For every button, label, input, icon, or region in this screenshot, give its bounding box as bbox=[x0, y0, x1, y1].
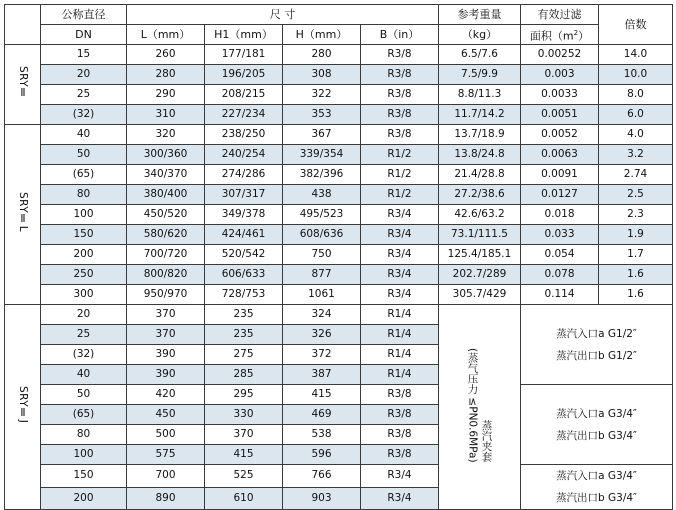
steam-outlet: 蒸汽出口b G1/2″ bbox=[556, 349, 637, 362]
cell-weight: 73.1/111.5 bbox=[439, 225, 521, 245]
cell-l: 700/720 bbox=[127, 245, 205, 265]
cell-ratio: 6.0 bbox=[599, 105, 673, 125]
header-dn-top: 公称直径 bbox=[41, 5, 127, 25]
header-area-top: 有效过滤 bbox=[521, 5, 599, 25]
cell-l: 500 bbox=[127, 425, 205, 445]
cell-h: 438 bbox=[283, 185, 361, 205]
cell-ratio: 1.6 bbox=[599, 285, 673, 305]
cell-ratio: 10.0 bbox=[599, 65, 673, 85]
cell-h: 596 bbox=[283, 445, 361, 465]
cell-h1: 240/254 bbox=[205, 145, 283, 165]
cell-dn: 25 bbox=[41, 325, 127, 345]
cell-h: 326 bbox=[283, 325, 361, 345]
cell-b: R3/8 bbox=[361, 125, 439, 145]
header-weight-bottom: （kg） bbox=[439, 25, 521, 45]
cell-h: 877 bbox=[283, 265, 361, 285]
cell-l: 300/360 bbox=[127, 145, 205, 165]
cell-b: R1/4 bbox=[361, 305, 439, 325]
cell-h1: 274/286 bbox=[205, 165, 283, 185]
cell-b: R3/8 bbox=[361, 445, 439, 465]
cell-b: R1/2 bbox=[361, 165, 439, 185]
cell-weight: 125.4/185.1 bbox=[439, 245, 521, 265]
cell-weight: 11.7/14.2 bbox=[439, 105, 521, 125]
cell-h1: 610 bbox=[205, 487, 283, 510]
cell-dn: 200 bbox=[41, 487, 127, 510]
cell-dn: 300 bbox=[41, 285, 127, 305]
steam-ports-p1 bbox=[521, 305, 673, 385]
header-dimensions: 尺 寸 bbox=[127, 5, 439, 25]
header-ratio: 倍数 bbox=[599, 5, 673, 45]
cell-h: 353 bbox=[283, 105, 361, 125]
header-row-1 bbox=[5, 5, 673, 25]
cell-l: 890 bbox=[127, 487, 205, 510]
jacket-line1: 蒸汽夹套 bbox=[480, 420, 493, 463]
cell-l: 320 bbox=[127, 125, 205, 145]
cell-dn: 150 bbox=[41, 225, 127, 245]
cell-dn: 150 bbox=[41, 465, 127, 488]
cell-b: R3/8 bbox=[361, 45, 439, 65]
cell-h: 339/354 bbox=[283, 145, 361, 165]
cell-h: 766 bbox=[283, 465, 361, 488]
cell-ratio: 4.0 bbox=[599, 125, 673, 145]
cell-dn: 80 bbox=[41, 425, 127, 445]
table-row bbox=[5, 145, 673, 165]
cell-h1: 196/205 bbox=[205, 65, 283, 85]
table-row bbox=[5, 205, 673, 225]
cell-l: 340/370 bbox=[127, 165, 205, 185]
table-row bbox=[5, 105, 673, 125]
jacket-cell bbox=[439, 305, 521, 510]
cell-l: 950/970 bbox=[127, 285, 205, 305]
steam-inlet: 蒸汽入口a G3/4″ bbox=[556, 470, 637, 482]
table-row bbox=[5, 385, 673, 405]
cell-l: 420 bbox=[127, 385, 205, 405]
steam-ports-p2 bbox=[521, 385, 673, 465]
cell-dn: 100 bbox=[41, 445, 127, 465]
cell-h1: 370 bbox=[205, 425, 283, 445]
cell-h: 495/523 bbox=[283, 205, 361, 225]
table-row bbox=[5, 85, 673, 105]
cell-dn: 40 bbox=[41, 125, 127, 145]
cell-area: 0.018 bbox=[521, 205, 599, 225]
cell-h: 324 bbox=[283, 305, 361, 325]
cell-l: 370 bbox=[127, 305, 205, 325]
cell-b: R3/4 bbox=[361, 487, 439, 510]
table-row bbox=[5, 305, 673, 325]
cell-weight: 202.7/289 bbox=[439, 265, 521, 285]
cell-h1: 307/317 bbox=[205, 185, 283, 205]
cell-dn: 20 bbox=[41, 305, 127, 325]
table-row bbox=[5, 185, 673, 205]
cell-h1: 235 bbox=[205, 325, 283, 345]
steam-outlet: 蒸汽出口b G3/4″ bbox=[556, 429, 637, 442]
cell-h1: 330 bbox=[205, 405, 283, 425]
cell-l: 390 bbox=[127, 365, 205, 385]
cell-h1: 520/542 bbox=[205, 245, 283, 265]
steam-outlet: 蒸汽出口b G3/4″ bbox=[556, 492, 637, 504]
cell-area: 0.00252 bbox=[521, 45, 599, 65]
cell-ratio: 2.74 bbox=[599, 165, 673, 185]
header-h: H（mm） bbox=[283, 25, 361, 45]
header-b: B（in） bbox=[361, 25, 439, 45]
header-dn-bottom: DN bbox=[41, 25, 127, 45]
cell-ratio: 1.9 bbox=[599, 225, 673, 245]
cell-b: R3/8 bbox=[361, 105, 439, 125]
table-row bbox=[5, 45, 673, 65]
cell-weight: 13.8/24.8 bbox=[439, 145, 521, 165]
cell-h1: 227/234 bbox=[205, 105, 283, 125]
cell-h1: 606/633 bbox=[205, 265, 283, 285]
header-blank bbox=[5, 5, 41, 45]
cell-dn: (32) bbox=[41, 345, 127, 365]
cell-b: R1/4 bbox=[361, 325, 439, 345]
cell-l: 370 bbox=[127, 325, 205, 345]
cell-area: 0.033 bbox=[521, 225, 599, 245]
cell-b: R3/8 bbox=[361, 85, 439, 105]
table-row bbox=[5, 125, 673, 145]
cell-dn: 40 bbox=[41, 365, 127, 385]
cell-weight: 21.4/28.8 bbox=[439, 165, 521, 185]
cell-dn: (65) bbox=[41, 405, 127, 425]
area-prefix: 面积（m bbox=[529, 29, 574, 43]
cell-l: 290 bbox=[127, 85, 205, 105]
cell-h: 469 bbox=[283, 405, 361, 425]
cell-area: 0.0033 bbox=[521, 85, 599, 105]
cell-l: 700 bbox=[127, 465, 205, 488]
cell-b: R3/8 bbox=[361, 405, 439, 425]
cell-b: R3/4 bbox=[361, 465, 439, 488]
steam-inlet: 蒸汽入口a G3/4″ bbox=[556, 407, 637, 420]
steam-ports-p3 bbox=[521, 465, 673, 510]
cell-ratio: 1.7 bbox=[599, 245, 673, 265]
cell-h: 308 bbox=[283, 65, 361, 85]
table-row bbox=[5, 165, 673, 185]
model-g2 bbox=[5, 125, 41, 305]
cell-h1: 728/753 bbox=[205, 285, 283, 305]
cell-weight: 305.7/429 bbox=[439, 285, 521, 305]
cell-h: 372 bbox=[283, 345, 361, 365]
cell-b: R1/2 bbox=[361, 185, 439, 205]
cell-b: R1/2 bbox=[361, 145, 439, 165]
cell-h: 608/636 bbox=[283, 225, 361, 245]
table-row bbox=[5, 65, 673, 85]
cell-l: 450/520 bbox=[127, 205, 205, 225]
cell-h1: 295 bbox=[205, 385, 283, 405]
cell-h1: 208/215 bbox=[205, 85, 283, 105]
cell-weight: 42.6/63.2 bbox=[439, 205, 521, 225]
cell-b: R1/4 bbox=[361, 365, 439, 385]
cell-area: 0.003 bbox=[521, 65, 599, 85]
cell-b: R3/8 bbox=[361, 385, 439, 405]
cell-weight: 13.7/18.9 bbox=[439, 125, 521, 145]
cell-h1: 177/181 bbox=[205, 45, 283, 65]
jacket-line2: (蒸气压力 ≤PN0.6MPa) bbox=[466, 347, 479, 463]
spec-table bbox=[4, 4, 673, 510]
header-h1: H1（mm） bbox=[205, 25, 283, 45]
header-l: L（mm） bbox=[127, 25, 205, 45]
cell-dn: 20 bbox=[41, 65, 127, 85]
area-suffix: ） bbox=[578, 29, 590, 43]
cell-dn: 250 bbox=[41, 265, 127, 285]
cell-l: 450 bbox=[127, 405, 205, 425]
cell-weight: 27.2/38.6 bbox=[439, 185, 521, 205]
model-g3 bbox=[5, 305, 41, 510]
cell-dn: 50 bbox=[41, 385, 127, 405]
cell-h: 538 bbox=[283, 425, 361, 445]
cell-area: 0.0052 bbox=[521, 125, 599, 145]
cell-b: R3/4 bbox=[361, 245, 439, 265]
cell-area: 0.0127 bbox=[521, 185, 599, 205]
cell-l: 310 bbox=[127, 105, 205, 125]
cell-ratio: 14.0 bbox=[599, 45, 673, 65]
cell-b: R3/8 bbox=[361, 425, 439, 445]
cell-area: 0.0091 bbox=[521, 165, 599, 185]
cell-area: 0.054 bbox=[521, 245, 599, 265]
cell-weight: 6.5/7.6 bbox=[439, 45, 521, 65]
cell-l: 800/820 bbox=[127, 265, 205, 285]
cell-ratio: 8.0 bbox=[599, 85, 673, 105]
table-row bbox=[5, 245, 673, 265]
cell-h1: 525 bbox=[205, 465, 283, 488]
cell-dn: 200 bbox=[41, 245, 127, 265]
cell-ratio: 2.5 bbox=[599, 185, 673, 205]
cell-dn: 15 bbox=[41, 45, 127, 65]
cell-dn: 25 bbox=[41, 85, 127, 105]
cell-h: 322 bbox=[283, 85, 361, 105]
cell-l: 380/400 bbox=[127, 185, 205, 205]
cell-h1: 275 bbox=[205, 345, 283, 365]
header-area-bottom bbox=[521, 25, 599, 45]
header-row-2 bbox=[5, 25, 673, 45]
cell-h: 382/396 bbox=[283, 165, 361, 185]
table-row bbox=[5, 225, 673, 245]
cell-b: R1/4 bbox=[361, 345, 439, 365]
cell-h1: 235 bbox=[205, 305, 283, 325]
cell-ratio: 3.2 bbox=[599, 145, 673, 165]
model-g1 bbox=[5, 45, 41, 125]
cell-l: 280 bbox=[127, 65, 205, 85]
cell-h: 367 bbox=[283, 125, 361, 145]
model-g2-label: SRYⅡL bbox=[17, 192, 29, 233]
cell-h1: 424/461 bbox=[205, 225, 283, 245]
table-row bbox=[5, 465, 673, 488]
cell-h1: 285 bbox=[205, 365, 283, 385]
cell-ratio: 2.3 bbox=[599, 205, 673, 225]
area-superscript: 2 bbox=[573, 28, 579, 37]
cell-h1: 349/378 bbox=[205, 205, 283, 225]
cell-h: 415 bbox=[283, 385, 361, 405]
cell-h1: 238/250 bbox=[205, 125, 283, 145]
cell-ratio: 1.6 bbox=[599, 265, 673, 285]
cell-h: 387 bbox=[283, 365, 361, 385]
cell-l: 580/620 bbox=[127, 225, 205, 245]
cell-dn: 100 bbox=[41, 205, 127, 225]
header-weight-top: 参考重量 bbox=[439, 5, 521, 25]
cell-area: 0.0063 bbox=[521, 145, 599, 165]
cell-area: 0.114 bbox=[521, 285, 599, 305]
cell-dn: (65) bbox=[41, 165, 127, 185]
model-g3-label: SRYⅡJ bbox=[17, 386, 29, 424]
cell-dn: (32) bbox=[41, 105, 127, 125]
model-g1-label: SRYⅡ bbox=[17, 65, 29, 100]
cell-l: 390 bbox=[127, 345, 205, 365]
cell-b: R3/4 bbox=[361, 225, 439, 245]
cell-weight: 8.8/11.3 bbox=[439, 85, 521, 105]
cell-h: 903 bbox=[283, 487, 361, 510]
cell-weight: 7.5/9.9 bbox=[439, 65, 521, 85]
cell-b: R3/4 bbox=[361, 205, 439, 225]
cell-l: 260 bbox=[127, 45, 205, 65]
cell-h: 280 bbox=[283, 45, 361, 65]
steam-inlet: 蒸汽入口a G1/2″ bbox=[556, 327, 637, 340]
cell-area: 0.0051 bbox=[521, 105, 599, 125]
cell-area: 0.078 bbox=[521, 265, 599, 285]
table-row bbox=[5, 285, 673, 305]
cell-l: 575 bbox=[127, 445, 205, 465]
cell-b: R3/4 bbox=[361, 265, 439, 285]
cell-h1: 415 bbox=[205, 445, 283, 465]
table-row bbox=[5, 265, 673, 285]
cell-h: 1061 bbox=[283, 285, 361, 305]
cell-b: R3/8 bbox=[361, 65, 439, 85]
cell-b: R3/4 bbox=[361, 285, 439, 305]
cell-dn: 80 bbox=[41, 185, 127, 205]
cell-h: 750 bbox=[283, 245, 361, 265]
cell-dn: 50 bbox=[41, 145, 127, 165]
